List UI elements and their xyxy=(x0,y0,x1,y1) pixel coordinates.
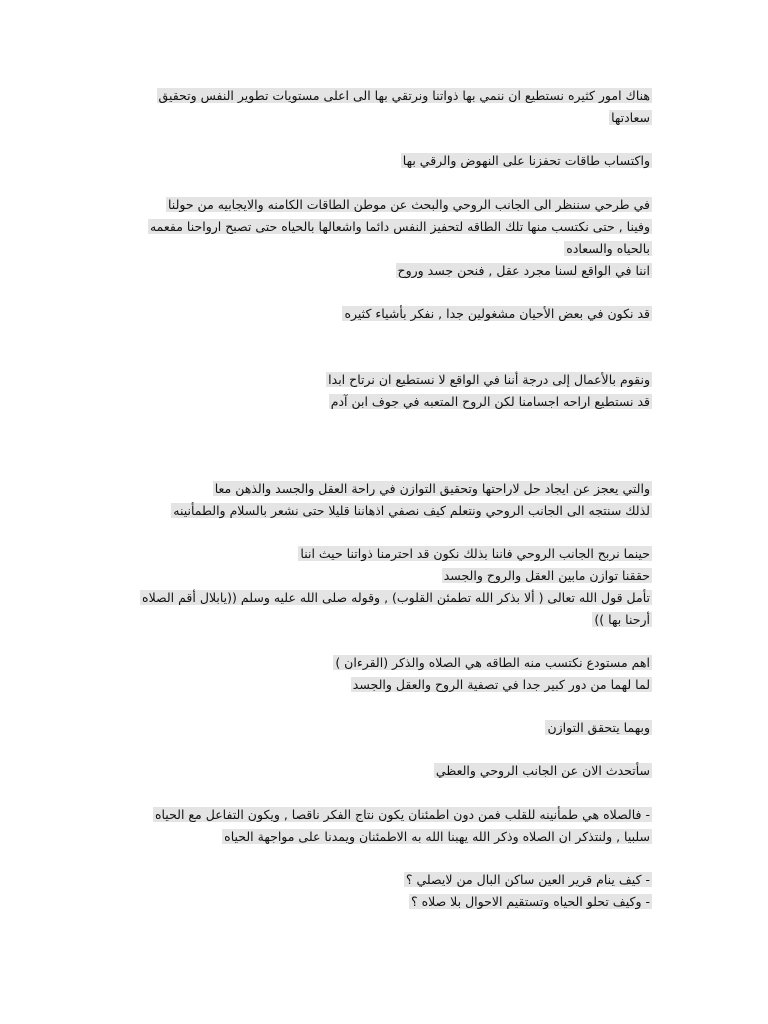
text-line xyxy=(157,86,652,106)
line-text: تأمل قول الله تعالى ( ألا بذكر الله تطمئن القلوب) , وقوله صلى الله عليه وسلم ((يابلال أقم الصلاه xyxy=(142,590,650,605)
text-line xyxy=(166,195,652,215)
line-text: سلبيا , ولنتذكر ان الصلاه وذكر الله يهبنا الله به الاطمئنان ويمدنا على مواجهة الحياه xyxy=(224,829,650,844)
text-line xyxy=(140,588,652,608)
line-text: حققنا توازن مابين العقل والروح والجسد xyxy=(443,568,650,583)
line-text: بالحياه والسعاده xyxy=(566,241,650,256)
line-text: لذلك سنتجه الى الجانب الروحي ونتعلم كيف نصفي اذهاننا قليلا حتى نشعر بالسلام والطمأنينه xyxy=(173,503,650,518)
line-text: قد نكون في بعض الأحيان مشغولين جدا , نفكر بأشياء كثيره xyxy=(344,306,650,321)
line-text: - كيف ينام قرير العين ساكن البال من لايصلي ؟ xyxy=(405,872,650,887)
text-line xyxy=(351,675,652,695)
line-text: حينما نربح الجانب الروحي فاننا بذلك نكون قد احترمنا ذواتنا حيث اننا xyxy=(300,546,650,561)
text-line xyxy=(329,392,652,412)
text-line xyxy=(342,304,652,324)
line-text: والتي يعجز عن ايجاد حل لاراحتها وتحقيق التوازن في راحة العقل والجسد والذهن معا xyxy=(214,481,650,496)
line-text: ونقوم بالأعمال إلى درجة أننا في الواقع لا نستطيع ان نرتاح ابدا xyxy=(328,372,650,387)
text-line xyxy=(326,370,652,390)
text-line xyxy=(213,479,652,499)
line-text: أرحنا بها )) xyxy=(594,612,650,627)
text-line xyxy=(404,870,652,890)
line-text: وفينا , حتى نكتسب منها تلك الطاقه لتحفيز النفس دائما واشعالها بالحياه حتى تصبح ارواحنا مفعمه xyxy=(149,219,650,234)
text-line xyxy=(396,261,652,281)
line-text: قد نستطيع اراحه اجسامنا لكن الروح المتعبه في جوف ابن آدم xyxy=(330,394,650,409)
text-line xyxy=(333,653,652,673)
text-line xyxy=(153,805,652,825)
text-line xyxy=(434,761,652,781)
line-text: هناك امور كثيره نستطيع ان ننمي بها ذواتنا ونرتقي بها الى اعلى مستويات تطوير النفس وتحقيق xyxy=(158,88,650,103)
line-text: في طرحي سننظر الى الجانب الروحي والبحث عن موطن الطاقات الكامنه والايجابيه من حولنا xyxy=(168,197,650,212)
line-text: اهم مستودع نكتسب منه الطاقه هي الصلاه والذكر (القرءان ) xyxy=(335,655,650,670)
text-line xyxy=(564,239,652,259)
text-line xyxy=(592,610,652,630)
text-line xyxy=(609,108,652,128)
text-line xyxy=(298,544,652,564)
text-line xyxy=(171,501,652,521)
line-text: - وكيف تحلو الحياه وتستقيم الاحوال بلا صلاه ؟ xyxy=(410,894,650,909)
text-line xyxy=(545,718,652,738)
line-text: واكتساب طاقات تحفزنا على النهوض والرقي بها xyxy=(402,153,650,168)
line-text: سعادتها xyxy=(611,110,650,125)
line-text: اننا في الواقع لسنا مجرد عقل , فنحن جسد وروح xyxy=(397,263,650,278)
text-line xyxy=(148,217,652,237)
line-text: لما لهما من دور كبير جدا في تصفية الروح والعقل والجسد xyxy=(352,677,650,692)
line-text: سأتحدث الان عن الجانب الروحي والعظي xyxy=(435,763,650,778)
text-line xyxy=(222,827,652,847)
text-line xyxy=(409,892,652,912)
line-text: وبهما يتحقق التوازن xyxy=(547,720,650,735)
text-line xyxy=(401,151,652,171)
line-text: - فالصلاه هي طمأنينه للقلب فمن دون اطمئنان يكون نتاج الفكر ناقصا , ويكون التفاعل مع الحياه xyxy=(154,807,650,822)
text-line xyxy=(442,566,652,586)
